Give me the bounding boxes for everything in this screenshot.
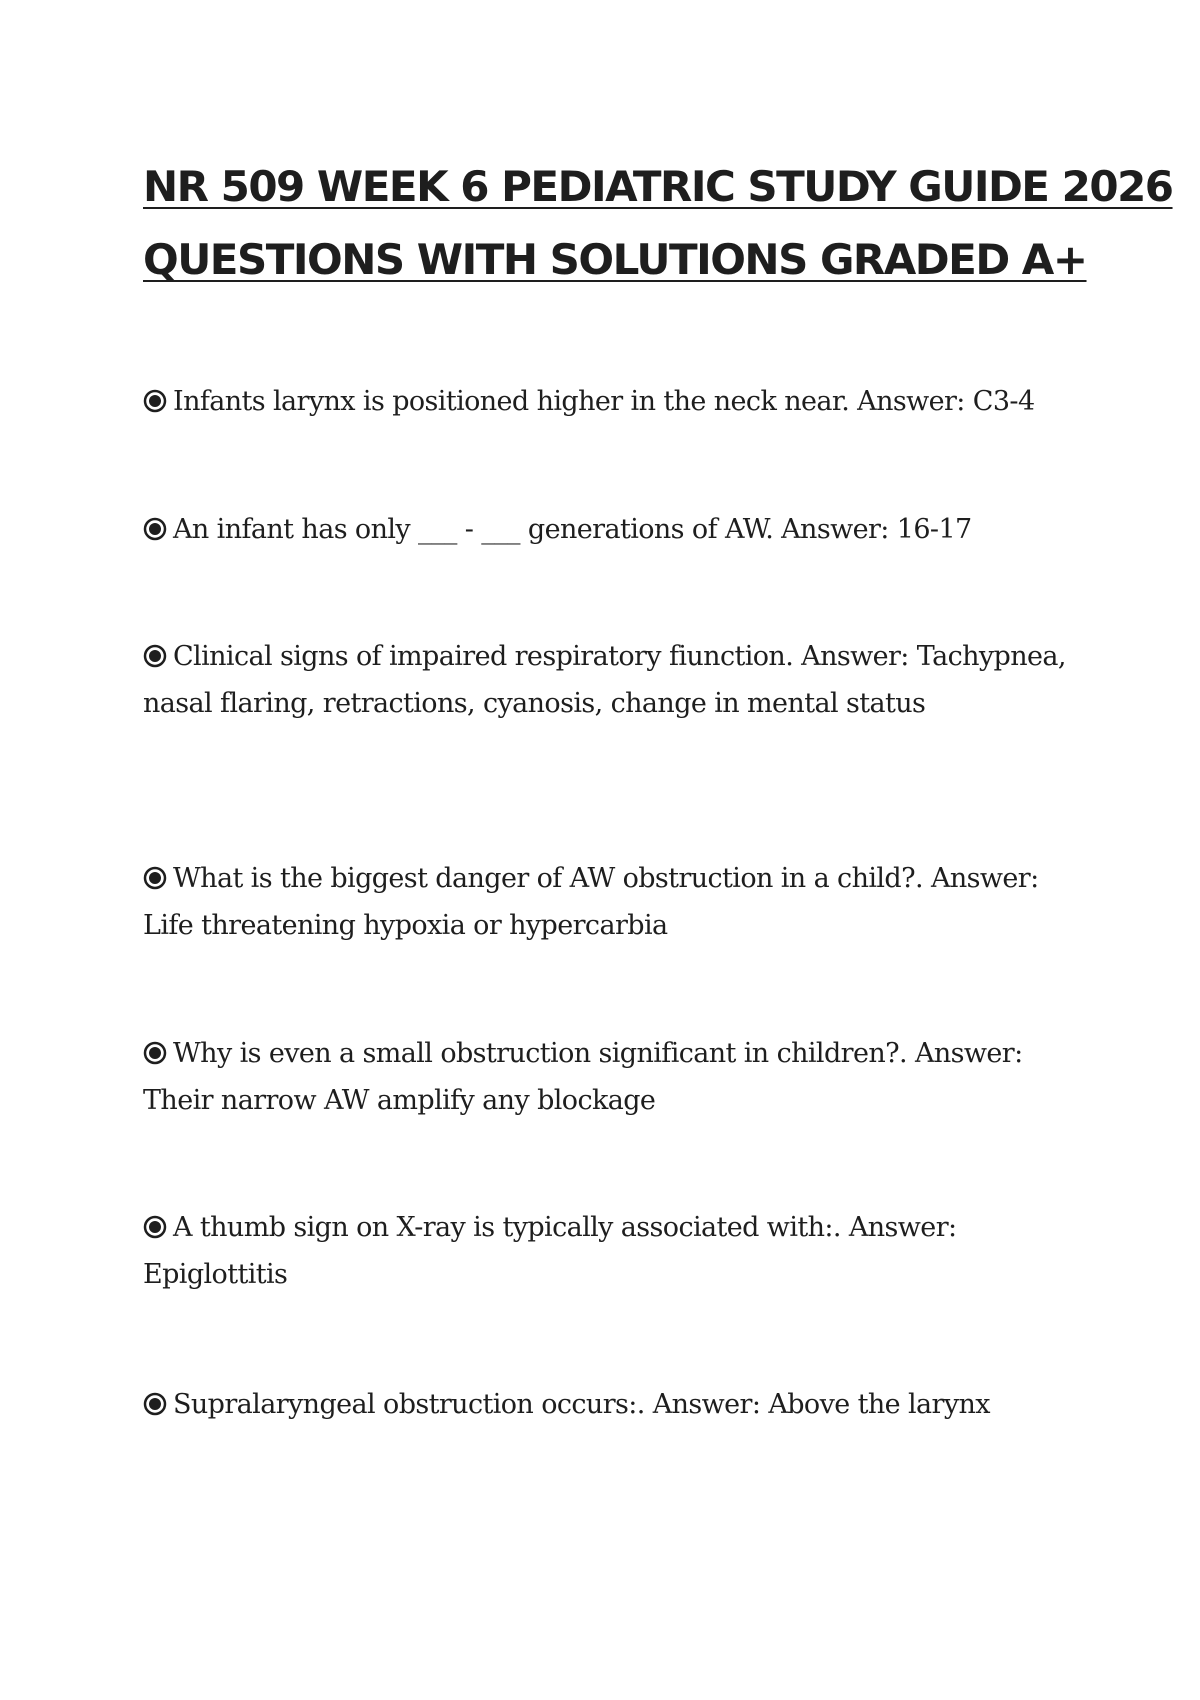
qa-item-7 — [143, 1381, 1083, 1428]
qa-item-text: A thumb sign on X-ray is typically associated with:. Answer: Epiglottitis — [143, 1212, 957, 1290]
radio-bullet-icon — [143, 517, 167, 541]
title-line-2: QUESTIONS WITH SOLUTIONS GRADED A+ — [143, 235, 1087, 284]
qa-item-text: Why is even a small obstruction significant in children?. Answer: Their narrow AW amplify any blockage — [143, 1038, 1023, 1116]
qa-item-text: Infants larynx is positioned higher in the neck near. Answer: C3-4 — [173, 386, 1035, 417]
radio-bullet-icon — [143, 389, 167, 413]
qa-item-text: Clinical signs of impaired respiratory fiunction. Answer: Tachypnea, nasal flaring, retractions, cyanosis, change in mental status — [143, 641, 1066, 719]
title-line-1: NR 509 WEEK 6 PEDIATRIC STUDY GUIDE 2026 — [143, 162, 1173, 211]
radio-bullet-icon — [143, 866, 167, 890]
qa-item-text: An infant has only ___ - ___ generations of AW. Answer: 16-17 — [173, 514, 972, 545]
qa-item-3 — [143, 633, 1083, 727]
qa-item-2 — [143, 506, 1083, 553]
qa-item-6 — [143, 1204, 1083, 1298]
radio-bullet-icon — [143, 644, 167, 668]
qa-item-text: Supralaryngeal obstruction occurs:. Answer: Above the larynx — [173, 1389, 990, 1420]
qa-item-1 — [143, 378, 1083, 425]
document-title — [143, 150, 1173, 296]
qa-item-5 — [143, 1030, 1083, 1124]
radio-bullet-icon — [143, 1215, 167, 1239]
qa-item-4 — [143, 855, 1083, 949]
qa-item-text: What is the biggest danger of AW obstruction in a child?. Answer: Life threatening hypoxia or hypercarbia — [143, 863, 1039, 941]
radio-bullet-icon — [143, 1392, 167, 1416]
radio-bullet-icon — [143, 1041, 167, 1065]
